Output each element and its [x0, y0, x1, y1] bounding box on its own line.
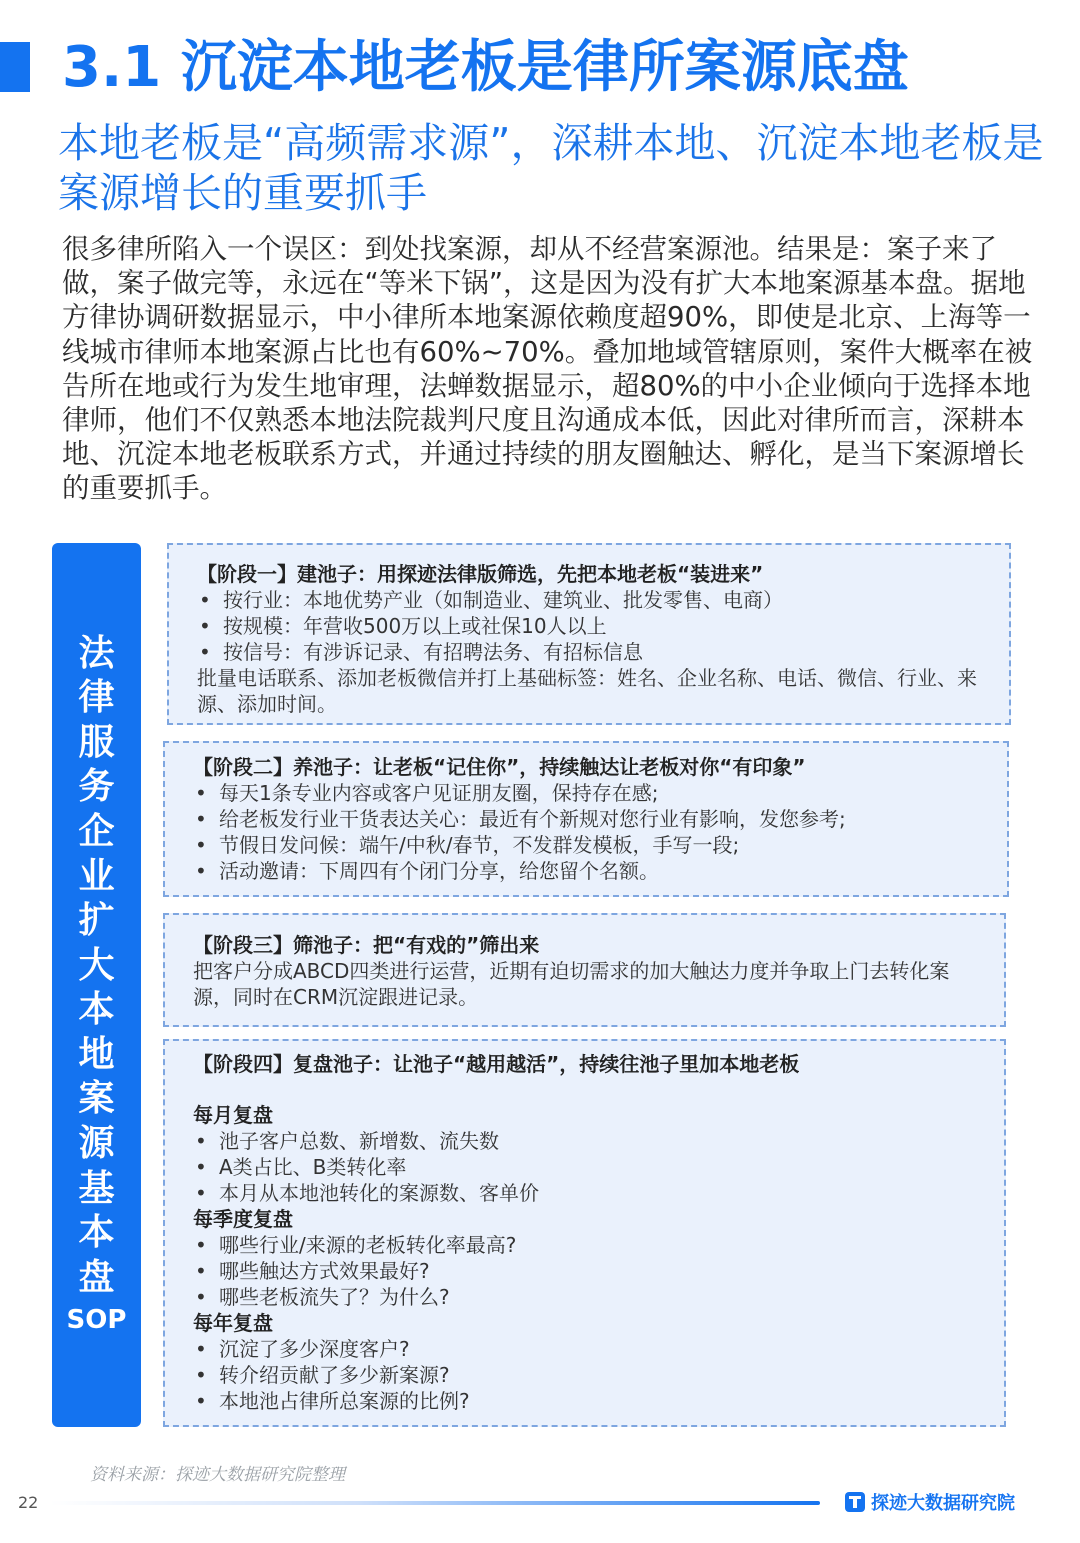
- sop-side-suffix: SOP: [66, 1305, 127, 1336]
- stage-three-heading: 【阶段三】筛池子：把“有戏的”筛出来: [193, 933, 540, 957]
- sop-side-title: 法律服务企业扩大本地案源基本盘: [78, 632, 115, 1298]
- page-title: 3.1 沉淀本地老板是律所案源底盘: [62, 35, 909, 100]
- list-item: • 哪些老板流失了？为什么?: [193, 1284, 984, 1310]
- spacer: [193, 1077, 984, 1102]
- list-item: • 按规模：年营收500万以上或社保10人以上: [197, 613, 989, 639]
- list-item: • 本月从本地池转化的案源数、客单价: [193, 1180, 984, 1206]
- stage-two-list: [193, 780, 987, 884]
- page-subtitle: 本地老板是“高频需求源”，深耕本地、沉淀本地老板是案源增长的重要抓手: [58, 119, 1044, 217]
- list-item: • 本地池占律所总案源的比例?: [193, 1388, 984, 1414]
- brand-name: 探迹大数据研究院: [871, 1493, 1015, 1514]
- list-item: • 按行业：本地优势产业（如制造业、建筑业、批发零售、电商）: [197, 587, 989, 613]
- list-item: • 节假日发问候：端午/中秋/春节，不发群发模板，手写一段;: [193, 832, 987, 858]
- yearly-review-list: [193, 1336, 984, 1414]
- stage-four-heading: 【阶段四】复盘池子：让池子“越用越活”，持续往池子里加本地老板: [193, 1052, 800, 1076]
- list-item: • 活动邀请：下周四有个闭门分享，给您留个名额。: [193, 858, 987, 884]
- stage-one-note: 批量电话联系、添加老板微信并打上基础标签：姓名、企业名称、电话、微信、行业、来源、添加时间。: [197, 666, 977, 716]
- quarterly-review-title: 每季度复盘: [193, 1207, 293, 1231]
- quarterly-review-list: [193, 1232, 984, 1310]
- intro-paragraph: 很多律所陷入一个误区：到处找案源，却从不经营案源池。结果是：案子来了做，案子做完等，永远在“等米下锅”，这是因为没有扩大本地案源基本盘。据地方律协调研数据显示，中小律所本地案源依赖度超90%，即使是北京、上海等一线城市律师本地案源占比也有60%~70%。叠加地域管辖原则，案件大概率在被告所在地或行为发生地审理，法蝉数据显示，超80%的中小企业倾向于选择本地律师，他们不仅熟悉本地法院裁判尺度且沟通成本低，因此对律所而言，深耕本地、沉淀本地老板联系方式，并通过持续的朋友圈触达、孵化，是当下案源增长的重要抓手。: [62, 233, 1033, 505]
- source-note: 资料来源：探迹大数据研究院整理: [90, 1465, 345, 1485]
- list-item: • 转介绍贡献了多少新案源?: [193, 1362, 984, 1388]
- stage-four-box: [163, 1039, 1006, 1427]
- stage-three-box: [163, 913, 1006, 1027]
- brand-logo-icon: [845, 1492, 865, 1512]
- list-item: • 给老板发行业干货表达关心：最近有个新规对您行业有影响，发您参考;: [193, 806, 987, 832]
- monthly-review-list: [193, 1128, 984, 1206]
- stage-two-heading: 【阶段二】养池子：让老板“记住你”，持续触达让老板对你“有印象”: [193, 755, 806, 779]
- list-item: • 沉淀了多少深度客户?: [193, 1336, 984, 1362]
- list-item: • A类占比、B类转化率: [193, 1154, 984, 1180]
- page-number: 22: [18, 1493, 39, 1512]
- list-item: • 按信号：有涉诉记录、有招聘法务、有招标信息: [197, 639, 989, 665]
- footer-divider: [50, 1501, 820, 1505]
- list-item: • 哪些触达方式效果最好?: [193, 1258, 984, 1284]
- title-accent-bar: [0, 42, 30, 92]
- stage-three-note: 把客户分成ABCD四类进行运营，近期有迫切需求的加大触达力度并争取上门去转化案源，同时在CRM沉淀跟进记录。: [193, 959, 950, 1009]
- monthly-review-title: 每月复盘: [193, 1103, 273, 1127]
- sop-side-label: [52, 543, 141, 1427]
- stage-two-box: [163, 741, 1009, 897]
- stage-one-box: [167, 543, 1011, 725]
- yearly-review-title: 每年复盘: [193, 1311, 273, 1335]
- list-item: • 每天1条专业内容或客户见证朋友圈，保持存在感;: [193, 780, 987, 806]
- brand-logo: [845, 1489, 1015, 1515]
- stage-one-heading: 【阶段一】建池子：用探迹法律版筛选，先把本地老板“装进来”: [197, 562, 764, 586]
- list-item: • 池子客户总数、新增数、流失数: [193, 1128, 984, 1154]
- list-item: • 哪些行业/来源的老板转化率最高?: [193, 1232, 984, 1258]
- stage-one-list: [197, 587, 989, 665]
